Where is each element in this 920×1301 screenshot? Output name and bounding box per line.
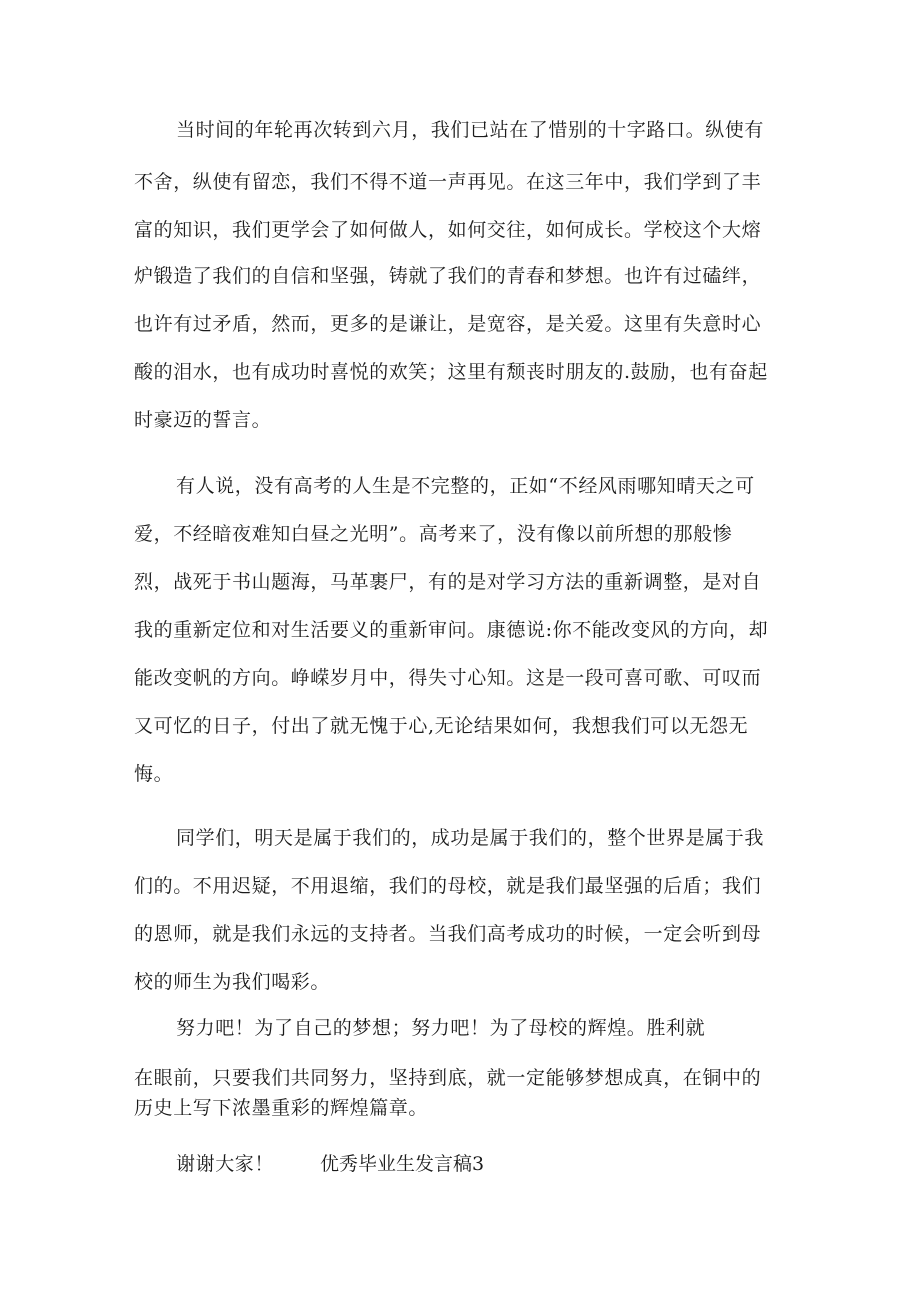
paragraph-3-line-2: 们的。不用迟疑，不用退缩，我们的母校，就是我们最坚强的后盾；我们 [134, 875, 762, 897]
paragraph-1-line-1: 当时间的年轮再次转到六月，我们已站在了惜别的十字路口。纵使有 [176, 119, 765, 141]
paragraph-2-line-3: 烈，战死于书山题海，马革裹尸，有的是对学习方法的重新调整，是对自 [134, 571, 762, 593]
paragraph-2-line-4: 我的重新定位和对生活要义的重新审问。康德说:你不能改变风的方向，却 [134, 619, 769, 641]
paragraph-1-line-2: 不舍，纵使有留恋，我们不得不道一声再见。在这三年中，我们学到了丰 [134, 171, 762, 193]
paragraph-2-line-6: 又可忆的日子，付出了就无愧于心,无论结果如何，我想我们可以无怨无 [134, 715, 749, 737]
paragraph-2-line-7: 悔。 [134, 763, 174, 785]
paragraph-3-line-3: 的恩师，就是我们永远的支持者。当我们高考成功的时候，一定会听到母 [134, 923, 762, 945]
paragraph-1-line-6: 酸的泪水，也有成功时喜悦的欢笑；这里有颓丧时朋友的.鼓励，也有奋起 [134, 361, 768, 383]
paragraph-2-line-1: 有人说，没有高考的人生是不完整的，正如“不经风雨哪知晴天之可 [176, 475, 755, 497]
paragraph-1-line-4: 炉锻造了我们的自信和坚强，铸就了我们的青春和梦想。也许有过磕绊， [134, 265, 762, 287]
paragraph-4-line-3: 历史上写下浓墨重彩的辉煌篇章。 [134, 1097, 429, 1119]
paragraph-1-line-3: 富的知识，我们更学会了如何做人，如何交往，如何成长。学校这个大熔 [134, 219, 762, 241]
paragraph-4-line-2: 在眼前，只要我们共同努力，坚持到底，就一定能够梦想成真，在铜中的 [134, 1067, 762, 1089]
paragraph-3-line-4: 校的师生为我们喝彩。 [134, 971, 331, 993]
next-document-title: 优秀毕业生发言稿3 [320, 1153, 485, 1175]
paragraph-1-line-7: 时豪迈的誓言。 [134, 409, 272, 431]
paragraph-2-line-5: 能改变帆的方向。峥嵘岁月中，得失寸心知。这是一段可喜可歌、可叹而 [134, 667, 762, 689]
paragraph-2-line-2: 爱，不经暗夜难知白昼之光明”。高考来了，没有像以前所想的那般惨 [134, 523, 733, 545]
paragraph-3-line-1: 同学们，明天是属于我们的，成功是属于我们的，整个世界是属于我 [176, 827, 765, 849]
paragraph-1-line-5: 也许有过矛盾，然而，更多的是谦让，是宽容，是关爱。这里有失意时心 [134, 313, 762, 335]
closing-thanks: 谢谢大家！ [176, 1153, 275, 1175]
paragraph-4-line-1: 努力吧！为了自己的梦想；努力吧！为了母校的辉煌。胜利就 [176, 1017, 706, 1039]
